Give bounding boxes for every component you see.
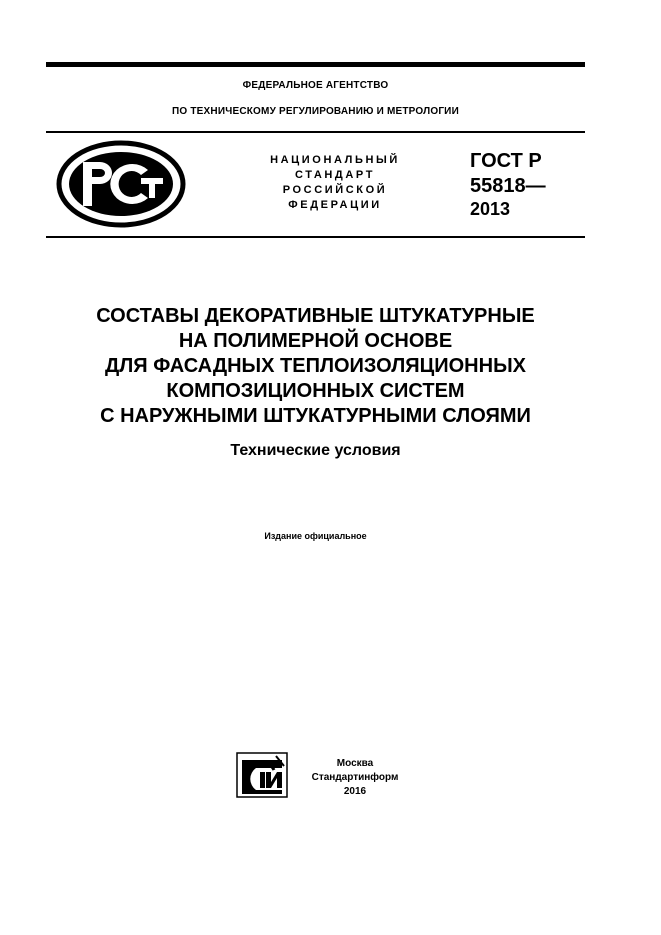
document-subtitle: Технические условия bbox=[230, 442, 401, 459]
publisher-logo-icon bbox=[236, 752, 288, 798]
title-line: НА ПОЛИМЕРНОЙ ОСНОВЕ bbox=[178, 330, 453, 352]
standard-type-line: СТАНДАРТ bbox=[294, 169, 376, 181]
bottom-rule bbox=[46, 236, 585, 238]
top-rule bbox=[46, 62, 585, 67]
agency-name-line2: ПО ТЕХНИЧЕСКОМУ РЕГУЛИРОВАНИЮ И МЕТРОЛОГИИ bbox=[172, 106, 459, 117]
rst-mark-icon bbox=[56, 140, 186, 228]
title-line: КОМПОЗИЦИОННЫХ СИСТЕМ bbox=[166, 380, 465, 402]
middle-rule bbox=[46, 131, 585, 133]
standard-code bbox=[470, 149, 546, 219]
standard-type-line: РОССИЙСКОЙ bbox=[282, 184, 388, 196]
publisher-year: 2016 bbox=[343, 786, 367, 797]
standard-code-year: 2013 bbox=[470, 199, 511, 219]
standard-code-line1: ГОСТ Р bbox=[470, 150, 542, 172]
title-line: С НАРУЖНЫМИ ШТУКАТУРНЫМИ СЛОЯМИ bbox=[100, 405, 531, 427]
standard-type-line: НАЦИОНАЛЬНЫЙ bbox=[270, 154, 400, 166]
publisher-info bbox=[300, 757, 410, 799]
standard-type bbox=[250, 153, 420, 213]
edition-note: Издание официальное bbox=[264, 531, 367, 541]
publisher-name: Стандартинформ bbox=[311, 772, 399, 783]
agency-name-line1: ФЕДЕРАЛЬНОЕ АГЕНТСТВО bbox=[242, 80, 389, 91]
title-line: ДЛЯ ФАСАДНЫХ ТЕПЛОИЗОЛЯЦИОННЫХ bbox=[104, 355, 526, 377]
title-line: СОСТАВЫ ДЕКОРАТИВНЫЕ ШТУКАТУРНЫЕ bbox=[96, 305, 535, 327]
standard-type-line: ФЕДЕРАЦИИ bbox=[288, 199, 382, 211]
publisher-city: Москва bbox=[336, 758, 374, 769]
standard-code-line2: 55818— bbox=[470, 175, 546, 197]
document-title bbox=[30, 304, 601, 429]
